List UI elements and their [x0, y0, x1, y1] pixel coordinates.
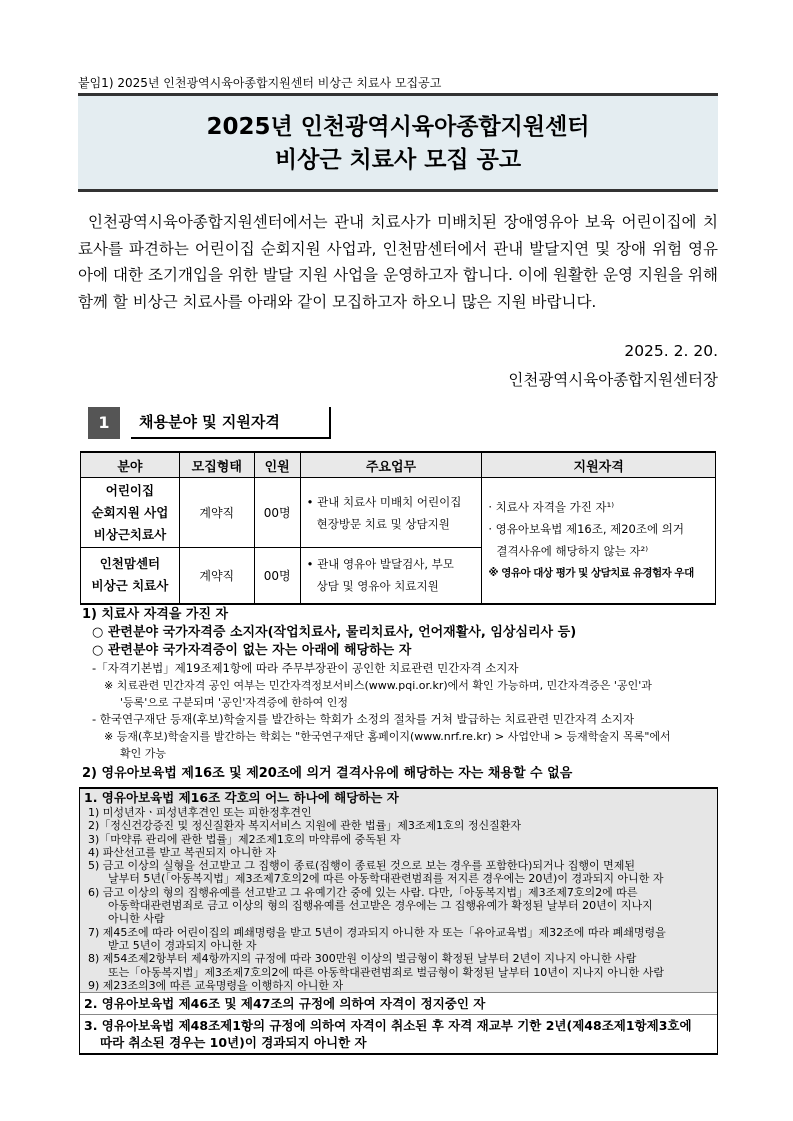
list-item: 아동학대관련범죄로 금고 이상의 형의 집행유예를 선고받은 경우에는 그 집행유예가 확정된 날부터 20년이 지나지	[108, 899, 653, 913]
disqualification-footer-2: 3. 영유아보육법 제48조제1항의 규정에 의하여 자격이 취소된 후 자격 재교부 기한 2년(제48조제1항제3호에 따라 취소된 경우는 10년)이 경과되지 아니한 자	[80, 1014, 717, 1053]
title-box	[78, 93, 718, 192]
attachment-label: 붙임1) 2025년 인천광역시육아종합지원센터 비상근 치료사 모집공고	[78, 76, 442, 90]
header-type: 모집형태	[179, 452, 254, 478]
list-item: 2)「정신건강증진 및 정신질환자 복지서비스 지원에 관한 법률」제3조제1호의 정신질환자	[88, 819, 522, 833]
list-item: 6) 금고 이상의 형의 집행유예를 선고받고 그 유예기간 중에 있는 사람. 다만,「아동복지법」제3조제7호의2에 따른	[88, 885, 638, 899]
qualification-cell: · 치료사 자격을 가진 자¹⁾ · 영유아보육법 제16조, 제20조에 의거 결격사유에 해당하지 않는 자²⁾ ※ 영유아 대상 평가 및 상담치료 유경험자 우대	[482, 478, 716, 604]
field-cell: 어린이집 순회지원 사업 비상근치료사	[81, 478, 180, 548]
note-heading-1: 1) 치료사 자격을 가진 자	[82, 607, 229, 622]
list-item: 8) 제54조제2항부터 제4항까지의 규정에 따라 300만원 이상의 벌금형이 확정된 날부터 2년이 지나지 아니한 사람	[88, 952, 637, 966]
table-row	[81, 478, 716, 548]
list-item: 날부터 5년(「아동복지법」제3조제7호의2에 따른 아동학대관련범죄를 저지른 경우에는 20년)이 경과되지 아니한 자	[108, 872, 664, 886]
issuing-organization: 인천광역시육아종합지원센터장	[508, 371, 718, 389]
header-qualification: 지원자격	[482, 452, 716, 478]
count-cell: 00명	[254, 478, 300, 548]
duty-cell: • 관내 영유아 발달검사, 부모 상담 및 영유아 치료지원	[300, 548, 482, 604]
announcement-date: 2025. 2. 20.	[624, 342, 718, 360]
section-label: 채용분야 및 지원자격	[131, 407, 331, 439]
intro-paragraph: 인천광역시육아종합지원센터에서는 관내 치료사가 미배치된 장애영유아 보육 어린이집에 치료사를 파견하는 어린이집 순회지원 사업과, 인천맘센터에서 관내 발달지연 및 장애 위험 영유아에 대한 조기개입을 위한 발달 지원 사업을 운영하고자 합니다. 이에 원활한 운영 지원을 위해 함께 할 비상근 치료사를 아래와 같이 모집하고자 하오니 많은 지원 바랍니다.	[78, 213, 718, 311]
list-item: 9) 제23조의3에 따른 교육명령을 이행하지 아니한 자	[88, 978, 344, 992]
note-reference-2b: 확인 가능	[120, 747, 167, 760]
qualification-note: ※ 영유아 대상 평가 및 상담치료 유경험자 우대	[488, 567, 694, 580]
list-item: 5) 금고 이상의 실형을 선고받고 그 집행이 종료(집행이 종료된 것으로 보는 경우를 포함한다)되거나 집행이 면제된	[88, 859, 635, 873]
note-heading-2: 2) 영유아보육법 제16조 및 제20조에 의거 결격사유에 해당하는 자는 채용할 수 없음	[82, 766, 573, 781]
note-option-1: ○ 관련분야 국가자격증 소지자(작업치료사, 물리치료사, 언어재활사, 임상심리사 등)	[92, 625, 577, 640]
field-cell: 인천맘센터 비상근 치료사	[81, 548, 180, 604]
header-field: 분야	[81, 452, 180, 478]
list-item: 받고 5년이 경과되지 아니한 자	[108, 938, 257, 952]
type-cell: 계약직	[179, 548, 254, 604]
list-item: 4) 파산선고를 받고 복권되지 아니한 자	[88, 845, 277, 859]
list-item: 또는「아동복지법」제3조제7호의2에 따른 아동학대관련범죄로 벌금형이 확정된 날부터 10년이 지나지 아니한 사람	[108, 965, 665, 979]
disqualification-heading: 1. 영유아보육법 제16조 각호의 어느 하나에 해당하는 자	[84, 790, 399, 805]
note-option-2: ○ 관련분야 국가자격증이 없는 자는 아래에 해당하는 자	[92, 643, 412, 658]
list-item: 아니한 사람	[108, 912, 165, 926]
title-line-2: 비상근 치료사 모집 공고	[274, 147, 522, 173]
note-reference-1a: ※ 치료관련 민간자격 공인 여부는 민간자격정보서비스(www.pqi.or.kr)에서 확인 가능하며, 민간자격증은 '공인'과	[104, 679, 652, 692]
recruitment-table	[80, 451, 716, 605]
disqualification-footer-1: 2. 영유아보육법 제46조 및 제47조의 규정에 의하여 자격이 정지중인 자	[80, 992, 717, 1014]
note-reference-2a: ※ 등재(후보)학술지를 발간하는 학회는 "한국연구재단 홈페이지(www.nrf.re.kr) > 사업안내 > 등재학술지 목록"에서	[104, 730, 671, 743]
type-cell: 계약직	[179, 478, 254, 548]
header-count: 인원	[254, 452, 300, 478]
note-detail-2: - 한국연구재단 등재(후보)학술지를 발간하는 학회가 소정의 절차를 거쳐 발급하는 치료관련 민간자격 소지자	[92, 712, 635, 726]
note-reference-1b: '등록'으로 구분되며 '공인'자격증에 한하여 인정	[120, 696, 348, 709]
count-cell: 00명	[254, 548, 300, 604]
qualification-notes	[82, 606, 722, 782]
title-line-1: 2025년 인천광역시육아종합지원센터	[206, 114, 590, 140]
list-item: 7) 제45조에 따라 어린이집의 폐쇄명령을 받고 5년이 경과되지 아니한 자 또는「유아교육법」제32조에 따라 폐쇄명령을	[88, 925, 666, 939]
list-item: 1) 미성년자ㆍ피성년후견인 또는 피한정후견인	[88, 806, 312, 819]
header-duty: 주요업무	[300, 452, 482, 478]
disqualification-box	[79, 787, 718, 1055]
list-item: 3)「마약류 관리에 관한 법률」제2조제1호의 마약류에 중독된 자	[88, 832, 401, 846]
duty-cell: • 관내 치료사 미배치 어린이집 현장방문 치료 및 상담지원	[300, 478, 482, 548]
section-number: 1	[88, 407, 120, 439]
note-detail-1: -「자격기본법」제19조제1항에 따라 주무부장관이 공인한 치료관련 민간자격 소지자	[92, 661, 519, 675]
